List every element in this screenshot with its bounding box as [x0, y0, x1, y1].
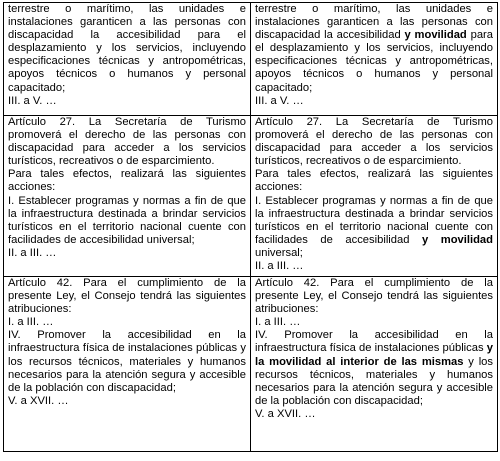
table-row — [4, 3, 498, 116]
table-row — [4, 116, 498, 277]
paragraph: Para tales efectos, realizará las siguientes acciones: — [255, 168, 493, 194]
paragraph: II. a III. … — [8, 246, 57, 259]
text-run: terrestre o marítimo, las unidades e instalaciones garanticen a las personas con discapacidad la accesibilidad — [255, 3, 493, 42]
text-run: y los recursos técnicos, materiales y humanos necesarios para la atención segura y accesible de la población con discapacidad; — [255, 355, 493, 407]
proposed-text-cell — [251, 3, 498, 116]
current-text-cell — [4, 116, 251, 277]
paragraph — [255, 329, 493, 408]
comparison-table — [3, 2, 498, 452]
added-text: y movilidad — [422, 233, 493, 246]
paragraph: Artículo 27. La Secretaría de Turismo promoverá el derecho de las personas con discapacidad para acceder a los servicios turísticos, recreativos o de esparcimiento. — [255, 116, 493, 168]
paragraph: II. a III. … — [255, 260, 304, 273]
paragraph: Artículo 27. La Secretaría de Turismo promoverá el derecho de las personas con discapacidad para acceder a los servicios turísticos, recreativos o de esparcimiento. — [8, 116, 246, 168]
paragraph — [255, 195, 493, 260]
paragraph: V. a XVII. … — [255, 407, 316, 420]
current-text-cell — [4, 277, 251, 452]
paragraph: V. a XVII. … — [8, 394, 69, 407]
text-run: universal; — [255, 246, 303, 259]
paragraph — [255, 3, 493, 95]
added-text: y la movilidad al interior de las mismas — [255, 342, 493, 368]
current-text-cell — [4, 3, 251, 116]
paragraph: III. a V. … — [8, 94, 57, 107]
proposed-text-cell — [251, 116, 498, 277]
paragraph: IV. Promover la accesibilidad en la infraestructura física de instalaciones públicas y los recursos técnicos, materiales y humanos necesarios para la atención segura y accesible de la población con discapacidad; — [8, 329, 246, 394]
text-run: IV. Promover la accesibilidad en la infraestructura física de instalaciones públicas — [255, 329, 493, 355]
paragraph: Para tales efectos, realizará las siguientes acciones: — [8, 168, 246, 194]
paragraph: I. a III. … — [8, 316, 54, 329]
paragraph: I. a III. … — [255, 316, 301, 329]
added-text: y movilidad — [404, 29, 467, 42]
proposed-text-cell — [251, 277, 498, 452]
paragraph: I. Establecer programas y normas a fin de que la infraestructura destinada a brindar servicios turísticos en el territorio nacional cuente con facilidades de accesibilidad universal; — [8, 194, 246, 246]
text-run: para el desplazamiento y los servicios, incluyendo especificaciones técnicas y antropométricas, apoyos técnicos o humanos y personal capacitado; — [255, 29, 493, 94]
paragraph: Artículo 42. Para el cumplimiento de la presente Ley, el Consejo tendrá las siguientes atribuciones: — [8, 277, 246, 316]
paragraph: Artículo 42. Para el cumplimiento de la presente Ley, el Consejo tendrá las siguientes atribuciones: — [255, 277, 493, 316]
text-run: I. Establecer programas y normas a fin de que la infraestructura destinada a brindar servicios turísticos en el territorio nacional cuente con facilidades de accesibilidad — [255, 194, 493, 246]
paragraph: III. a V. … — [255, 94, 304, 107]
paragraph: terrestre o marítimo, las unidades e instalaciones garanticen a las personas con discapacidad la accesibilidad para el desplazamiento y los servicios, incluyendo especificaciones técnicas y antropométricas, apoyos técnicos o humanos y personal capacitado; — [8, 3, 246, 94]
table-row — [4, 277, 498, 452]
